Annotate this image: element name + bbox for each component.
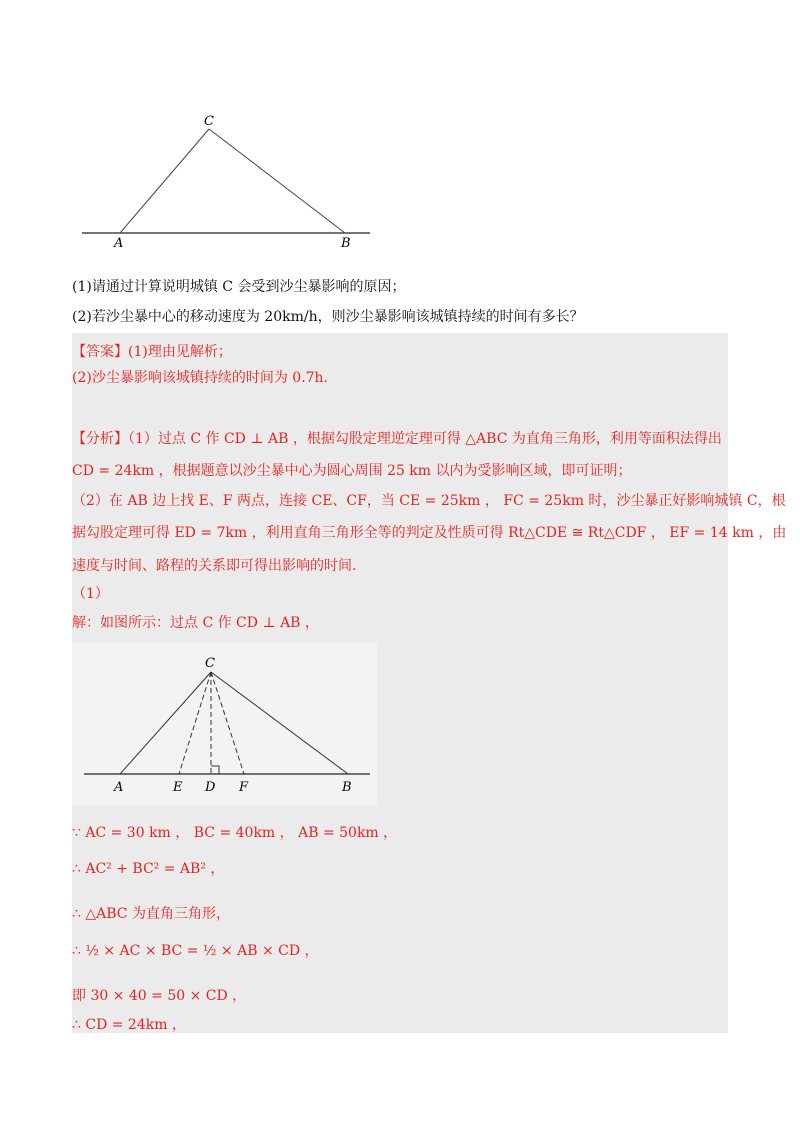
analysis-line-1: 【分析】（1）过点 C 作 CD ⊥ AB ，根据勾股定理逆定理可得 △ABC 为直角三角形，利用等面积法得出 <box>72 431 722 447</box>
question-1: (1)请通过计算说明城镇 C 会受到沙尘暴影响的原因； <box>72 279 406 295</box>
solution-step-4: ∴ ½ × AC × BC = ½ × AB × CD ， <box>72 943 319 959</box>
side-ac-2 <box>120 672 211 774</box>
label-b: B <box>341 236 351 250</box>
part-1-label: （1） <box>72 586 109 602</box>
label-c: C <box>204 114 214 129</box>
label-e: E <box>173 780 183 795</box>
solution-step-1: ∵ AC = 30 km ， BC = 40km ， AB = 50km ， <box>72 825 398 841</box>
analysis-line-2: CD = 24km ，根据题意以沙尘暴中心为圆心周围 25 km 以内为受影响区域，即可证明； <box>72 463 632 479</box>
answer-line-1: 【答案】(1)理由见解析； <box>72 344 232 360</box>
solution-step-3: ∴ △ABC 为直角三角形， <box>72 906 230 922</box>
label-d: D <box>205 780 216 795</box>
analysis-line-5: 速度与时间、路程的关系即可得出影响的时间. <box>72 558 357 574</box>
label-c-2: C <box>205 656 215 671</box>
segment-cf <box>211 672 244 774</box>
solution-intro: 解：如图所示：过点 C 作 CD ⊥ AB ， <box>72 615 319 631</box>
side-bc <box>209 129 345 233</box>
label-a-2: A <box>114 780 124 795</box>
solution-step-5: 即 30 × 40 = 50 × CD ， <box>72 988 247 1004</box>
triangle-altitude-figure <box>72 643 377 805</box>
triangle-figure <box>80 105 380 250</box>
question-2: (2)若沙尘暴中心的移动速度为 20km/h，则沙尘暴影响该城镇持续的时间有多长？ <box>72 309 584 325</box>
label-f: F <box>239 780 249 795</box>
segment-ce <box>179 672 211 774</box>
side-ac <box>120 129 209 233</box>
label-b-2: B <box>342 780 352 795</box>
analysis-line-4: 据勾股定理可得 ED = 7km ，利用直角三角形全等的判定及性质可得 Rt△CDE ≅ Rt△CDF ， EF = 14 km ，由 <box>72 525 787 541</box>
answer-line-2: (2)沙尘暴影响该城镇持续的时间为 0.7h． <box>72 370 338 386</box>
solution-step-2: ∴ AC² + BC² = AB² ， <box>72 861 225 877</box>
right-angle-mark <box>211 766 219 774</box>
analysis-line-3: （2）在 AB 边上找 E、F 两点，连接 CE、CF，当 CE = 25km ， FC = 25km 时，沙尘暴正好影响城镇 C，根 <box>72 493 786 509</box>
label-a: A <box>114 236 124 250</box>
solution-step-6: ∴ CD = 24km ， <box>72 1017 186 1033</box>
side-bc-2 <box>211 672 348 774</box>
